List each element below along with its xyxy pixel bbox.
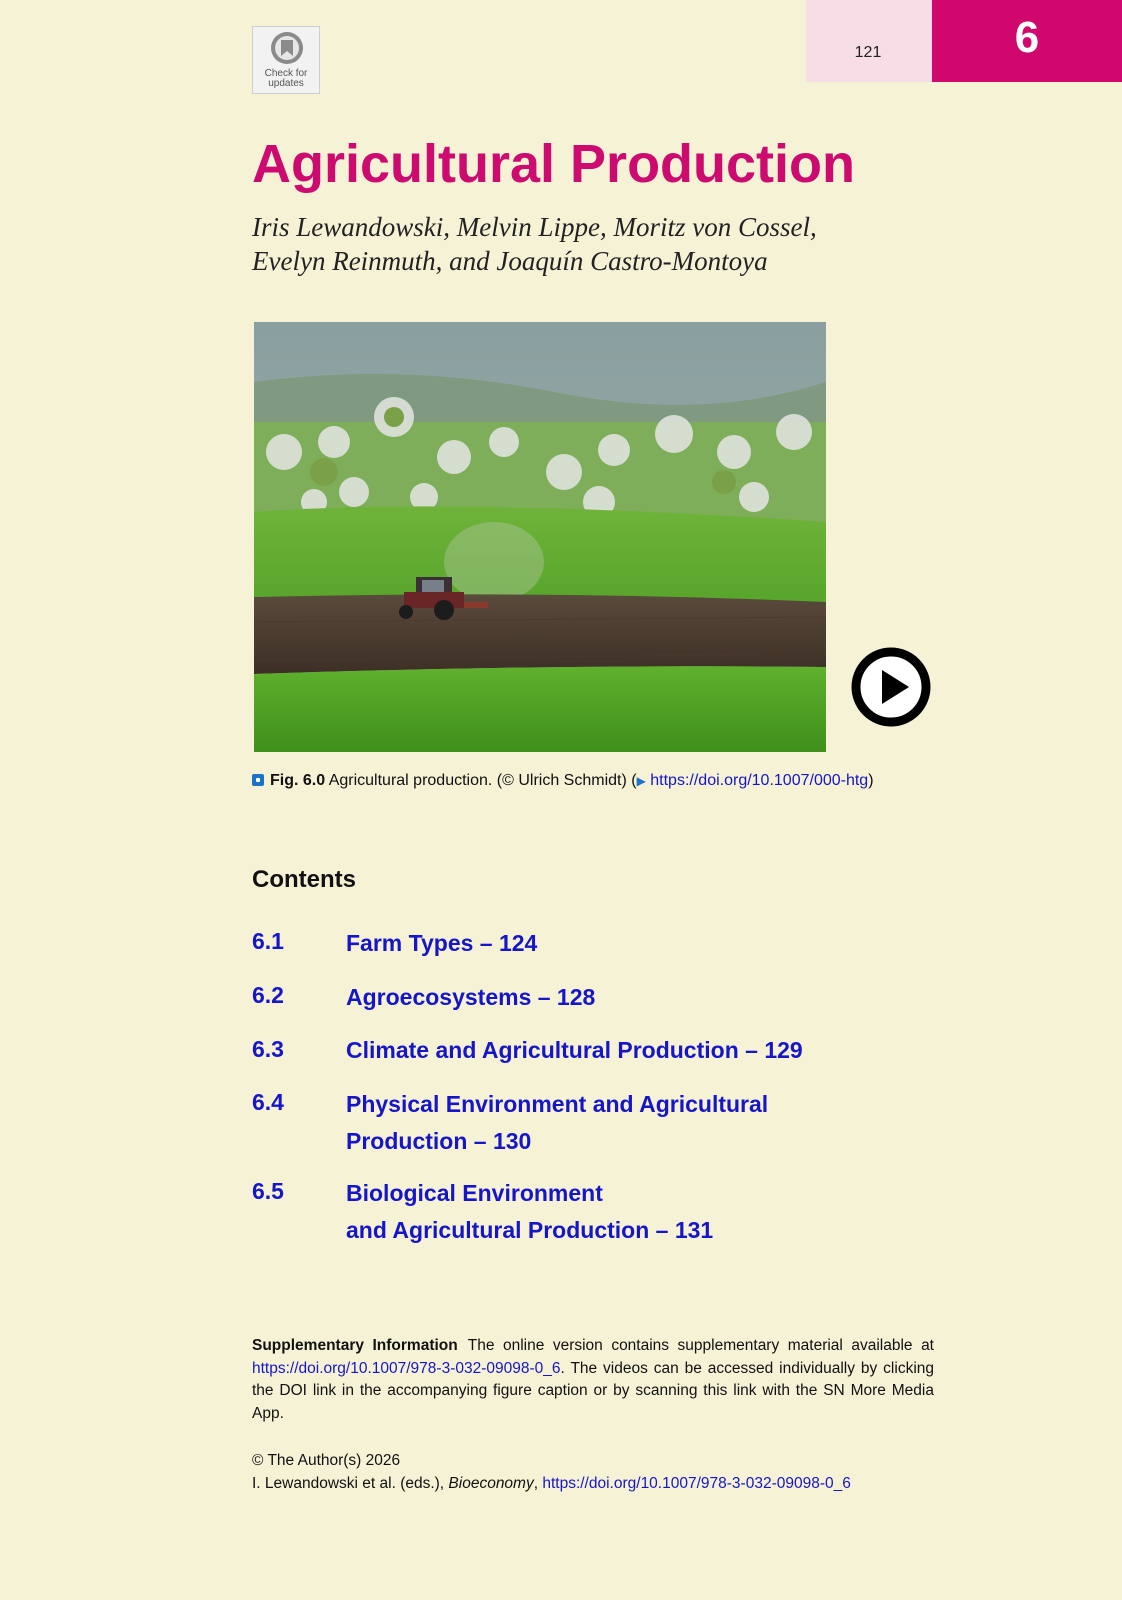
- supplementary-label: Supplementary Information: [252, 1337, 458, 1354]
- toc-entry-line-1: Farm Types – 124: [346, 930, 538, 956]
- contents-heading: Contents: [252, 866, 356, 893]
- toc-entry[interactable]: [346, 1032, 803, 1069]
- toc-number: 6.3: [252, 1036, 284, 1062]
- authors: [252, 210, 817, 278]
- figure-caption-text: Agricultural production. (© Ulrich Schmidt) (: [325, 772, 637, 789]
- figure-caption: [252, 772, 874, 790]
- figure-video-link[interactable]: https://doi.org/10.1007/000-htg: [650, 772, 869, 789]
- toc-entry-line-2: Production – 130: [346, 1128, 532, 1154]
- figure-caption-end: ): [868, 772, 874, 789]
- chapter-number: 6: [1014, 13, 1040, 62]
- supplementary-text-1: The online version contains supplementary material available at: [467, 1337, 934, 1354]
- toc-entry-line-1: Climate and Agricultural Production – 129: [346, 1037, 803, 1063]
- chapter-doi-link[interactable]: https://doi.org/10.1007/978-3-032-09098-0_6: [542, 1474, 851, 1492]
- page-number-tab: [806, 0, 932, 82]
- video-link-arrow-icon: ▶: [636, 774, 646, 788]
- toc-entry[interactable]: [346, 1175, 713, 1249]
- figure-photo[interactable]: [254, 322, 826, 752]
- supplementary-information: [252, 1335, 934, 1425]
- video-play-button[interactable]: [851, 647, 931, 727]
- citation-separator: ,: [533, 1474, 543, 1492]
- citation-authors: I. Lewandowski et al. (eds.),: [252, 1474, 449, 1492]
- play-circle-icon: [851, 647, 931, 727]
- page-number: 121: [854, 44, 882, 61]
- authors-line-2: Evelyn Reinmuth, and Joaquín Castro-Montoya: [252, 246, 768, 276]
- check-for-updates-badge[interactable]: [252, 26, 320, 94]
- toc-entry-line-1: Physical Environment and Agricultural: [346, 1091, 769, 1117]
- toc-entry-line-2: and Agricultural Production – 131: [346, 1217, 714, 1243]
- check-for-updates-icon: [269, 30, 305, 66]
- toc-number: 6.2: [252, 982, 284, 1008]
- supplementary-link[interactable]: https://doi.org/10.1007/978-3-032-09098-0_6: [252, 1359, 561, 1377]
- copyright-line: © The Author(s) 2026: [252, 1452, 401, 1469]
- toc-entry[interactable]: [346, 979, 595, 1016]
- citation-line: [252, 1473, 851, 1496]
- toc-number: 6.1: [252, 928, 284, 954]
- toc-entry[interactable]: [346, 925, 537, 962]
- figure-label: Fig. 6.0: [270, 772, 326, 789]
- check-for-updates-label: Check for updates: [264, 68, 308, 89]
- supplementary-text-2: . The videos can be accessed individually by clicking the DOI link in the accompanying figure caption or by scanning this link with the SN More Media App.: [252, 1359, 934, 1422]
- toc-number: 6.4: [252, 1089, 284, 1115]
- book-title: Bioeconomy: [448, 1474, 534, 1492]
- figure-marker-icon: [252, 774, 264, 786]
- toc-entry[interactable]: [346, 1086, 768, 1160]
- chapter-title: Agricultural Production: [252, 134, 856, 194]
- toc-entry-line-1: Biological Environment: [346, 1180, 603, 1206]
- toc-number: 6.5: [252, 1178, 284, 1204]
- toc-entry-line-1: Agroecosystems – 128: [346, 984, 596, 1010]
- copyright-block: [252, 1450, 851, 1495]
- authors-line-1: Iris Lewandowski, Melvin Lippe, Moritz von Cossel,: [252, 212, 817, 242]
